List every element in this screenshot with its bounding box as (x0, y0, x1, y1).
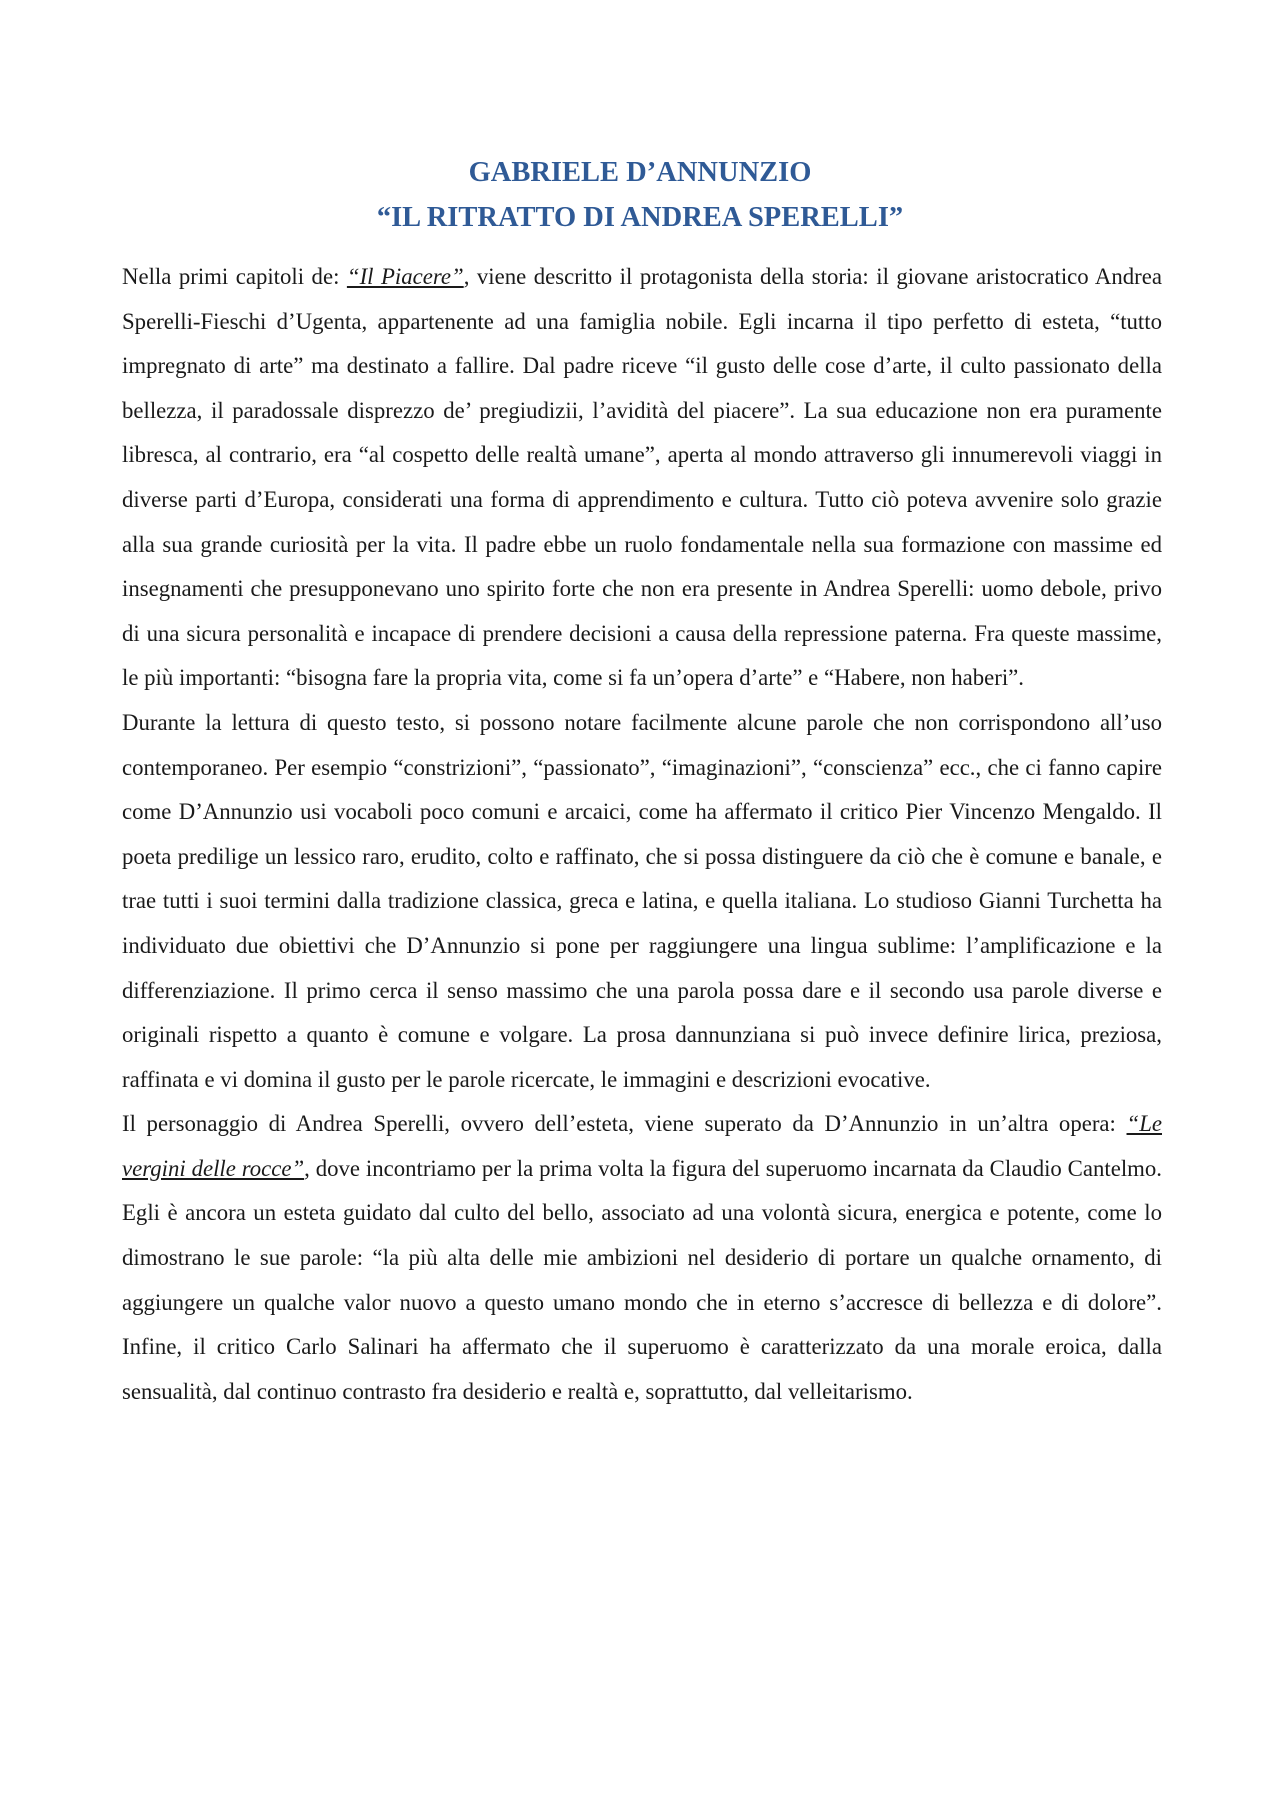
document-body (122, 255, 1162, 1414)
paragraph-1-lead: Nella primi capitoli de: (122, 264, 347, 289)
paragraph-3-lead: Il personaggio di Andrea Sperelli, ovvero dell’esteta, viene superato da D’Annunzio in un’altra opera: (122, 1111, 1127, 1137)
work-title-il-piacere: “Il Piacere” (346, 264, 464, 289)
work-title-le-vergini-delle-rocce: “Le vergini delle rocce” (122, 1111, 1162, 1181)
paragraph-3-text: , dove incontriamo per la prima volta la figura del superuomo incarnata da Claudio Cantelmo. Egli è ancora un esteta guidato dal culto del bello, associato ad una volontà sicura, energica e potente, come lo dimostrano le sue parole: “la più alta delle mie ambizioni nel desiderio di portare un qualche ornamento, di aggiungere un qualche valor nuovo a questo umano mondo che in eterno s’accresce di bellezza e di dolore”. Infine, il critico Carlo Salinari ha affermato che il superuomo è caratterizzato da una morale eroica, dalla sensualità, dal continuo contrasto fra desiderio e realtà e, soprattutto, dal velleitarismo. (122, 1155, 1162, 1404)
paragraph-2: Durante la lettura di questo testo, si possono notare facilmente alcune parole che non corrispondono all’uso contemporaneo. Per esempio “constrizioni”, “passionato”, “imaginazioni”, “conscienza” ecc., che ci fanno capire come D’Annunzio usi vocaboli poco comuni e arcaici, come ha affermato il critico Pier Vincenzo Mengaldo. Il poeta predilige un lessico raro, erudito, colto e raffinato, che si possa distinguere da ciò che è comune e banale, e trae tutti i suoi termini dalla tradizione classica, greca e latina, e quella italiana. Lo studioso Gianni Turchetta ha individuato due obiettivi che D’Annunzio si pone per raggiungere una lingua sublime: l’amplificazione e la differenziazione. Il primo cerca il senso massimo che una parola possa dare e il secondo usa parole diverse e originali rispetto a quanto è comune e volgare. La prosa dannunziana si può invece definire lirica, preziosa, raffinata e vi domina il gusto per le parole ricercate, le immagini e descrizioni evocative. (122, 709, 1162, 1092)
document-title-author: GABRIELE D’ANNUNZIO (468, 157, 812, 188)
title-block (0, 150, 1280, 240)
document-title-work: “IL RITRATTO DI ANDREA SPERELLI” (376, 202, 904, 233)
paragraph-3 (122, 1102, 1162, 1414)
paragraph-1 (122, 255, 1162, 701)
paragraph-1-text: , viene descritto il protagonista della storia: il giovane aristocratico Andrea Sperelli-Fieschi d’Ugenta, appartenente ad una famiglia nobile. Egli incarna il tipo perfetto di esteta, “tutto impregnato di arte” ma destinato a fallire. Dal padre riceve “il gusto delle cose d’arte, il culto passionato della bellezza, il paradossale disprezzo de’ pregiudizii, l’avidità del piacere”. La sua educazione non era puramente libresca, al contrario, era “al cospetto delle realtà umane”, aperta al mondo attraverso gli innumerevoli viaggi in diverse parti d’Europa, considerati una forma di apprendimento e cultura. Tutto ciò poteva avvenire solo grazie alla sua grande curiosità per la vita. Il padre ebbe un ruolo fondamentale nella sua formazione con massime ed insegnamenti che presupponevano uno spirito forte che non era presente in Andrea Sperelli: uomo debole, privo di una sicura personalità e incapace di prendere decisioni a causa della repressione paterna. Fra queste massime, le più importanti: “bisogna fare la propria vita, come si fa un’opera d’arte” e “Habere, non haberi”. (122, 264, 1162, 691)
